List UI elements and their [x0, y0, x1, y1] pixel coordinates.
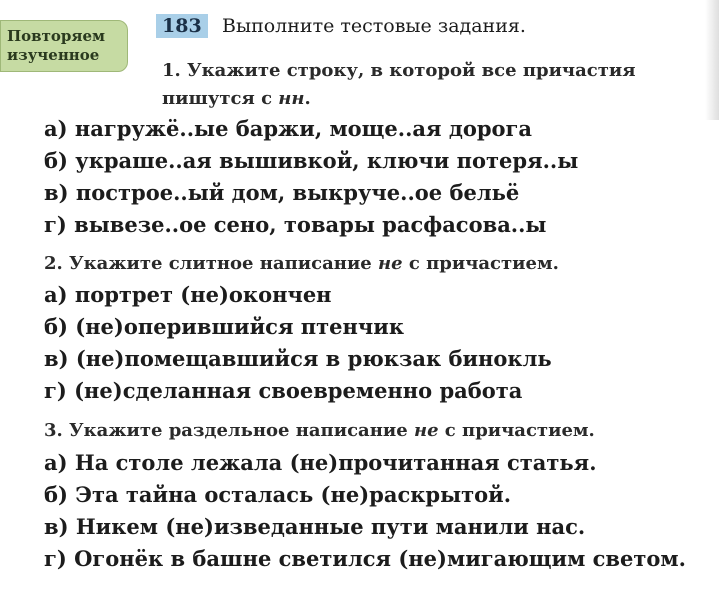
q2-option-c: в) (не)помещавшийся в рюкзак бинокль	[44, 346, 552, 371]
q3-option-d: г) Огонёк в башне светился (не)мигающим светом.	[44, 546, 686, 571]
question-1-end: .	[304, 88, 311, 109]
page-edge-shadow	[705, 0, 719, 120]
question-1-emphasis: нн	[278, 88, 305, 109]
review-badge	[0, 20, 128, 72]
badge-line-2: изученное	[7, 46, 100, 64]
question-2	[44, 253, 559, 274]
question-1-line-2	[162, 88, 311, 109]
q2-option-a: а) портрет (не)окончен	[44, 282, 332, 307]
q2-option-d: г) (не)сделанная своевременно работа	[44, 378, 523, 403]
task-number: 183	[156, 14, 208, 38]
q3-option-b: б) Эта тайна осталась (не)раскрытой.	[44, 482, 512, 507]
q3-option-c: в) Никем (не)изведанные пути манили нас.	[44, 514, 586, 539]
q2-option-b: б) (не)оперившийся птенчик	[44, 314, 405, 339]
task-title: Выполните тестовые задания.	[222, 15, 526, 37]
q1-option-c: в) построе..ый дом, выкруче..ое бельё	[44, 180, 520, 205]
question-1-line-1: 1. Укажите строку, в которой все причастия	[162, 60, 636, 81]
q3-option-a: а) На столе лежала (не)прочитанная статья.	[44, 450, 597, 475]
question-1-text: пишутся с	[162, 88, 279, 109]
question-3-emphasis: не	[413, 420, 439, 441]
q1-option-a: а) нагружё..ые баржи, моще..ая дорога	[44, 116, 532, 141]
q1-option-b: б) украше..ая вышивкой, ключи потеря..ы	[44, 148, 579, 173]
badge-line-1: Повторяем	[7, 27, 106, 45]
question-3	[44, 420, 595, 441]
question-3-text: 3. Укажите раздельное написание	[44, 420, 414, 441]
question-2-text: 2. Укажите слитное написание	[44, 253, 379, 274]
question-3-end: с причастием.	[438, 420, 595, 441]
question-2-emphasis: не	[378, 253, 403, 274]
question-2-end: с причастием.	[402, 253, 559, 274]
q1-option-d: г) вывезе..ое сено, товары расфасова..ы	[44, 212, 547, 237]
